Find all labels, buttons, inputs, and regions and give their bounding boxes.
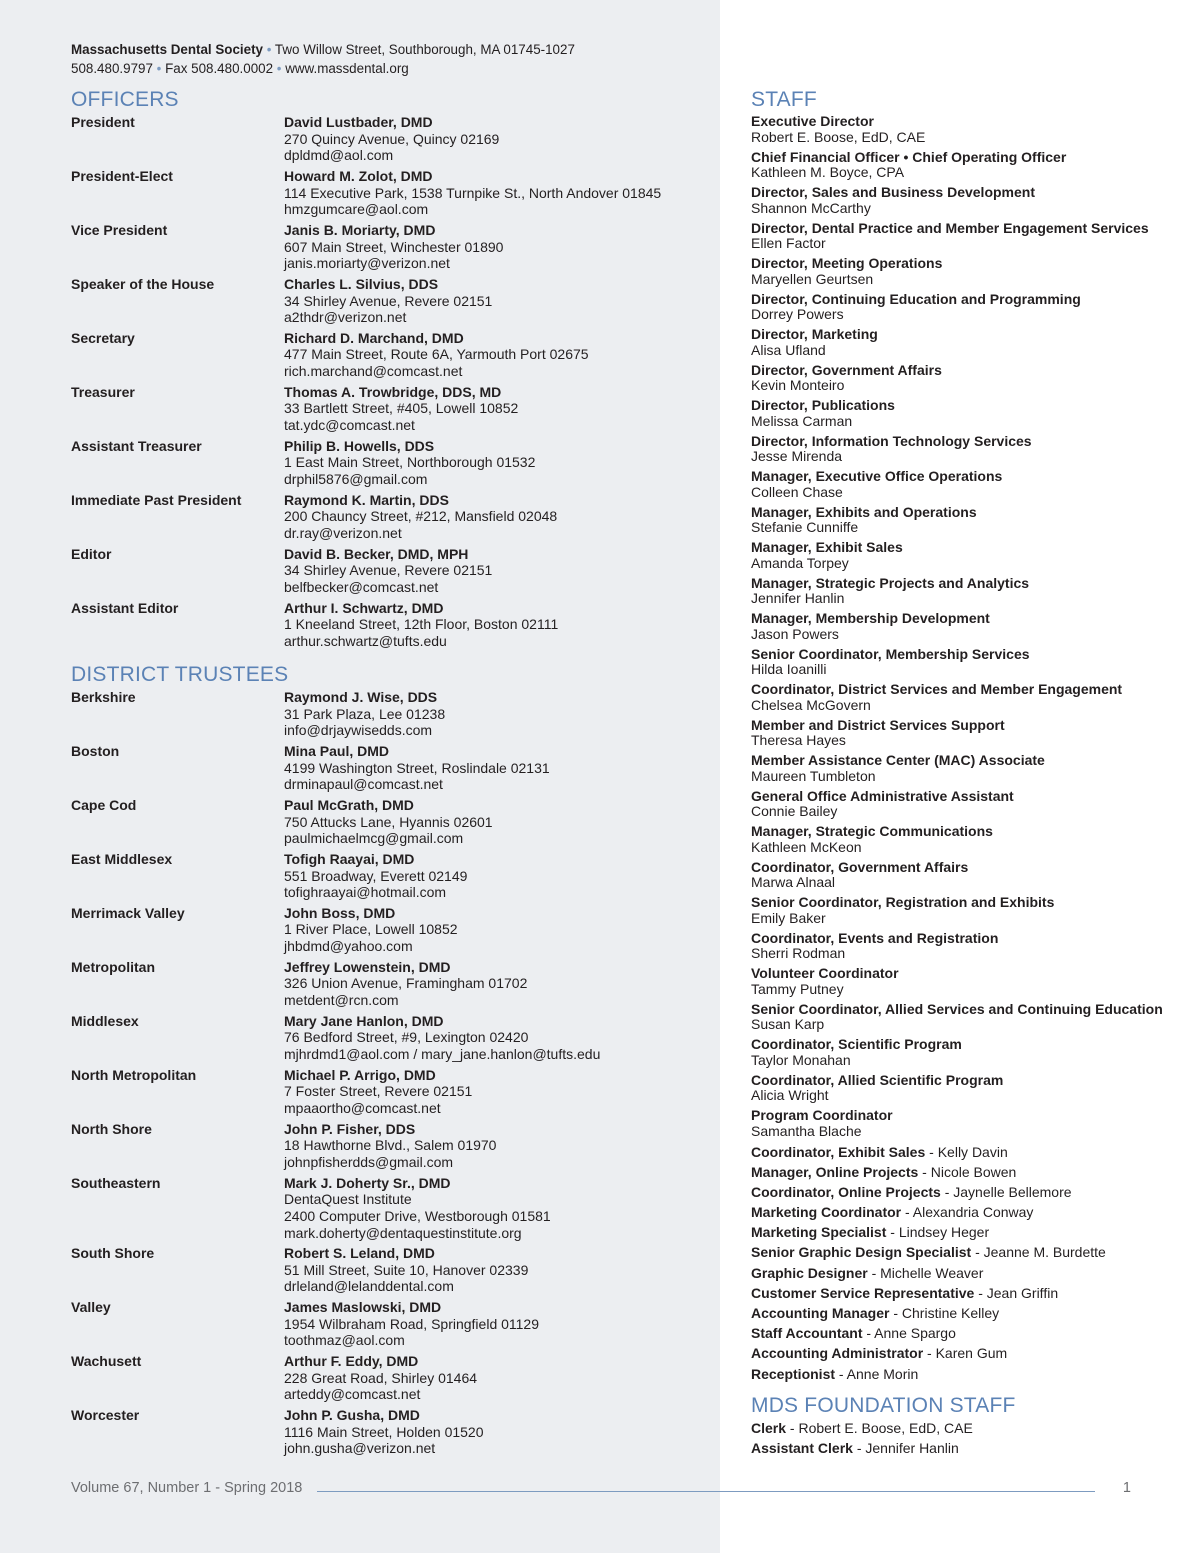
org-website: www.massdental.org [285, 61, 409, 76]
entry-role: Speaker of the House [71, 275, 215, 292]
directory-entry [71, 384, 711, 434]
staff-entry [751, 1108, 1181, 1139]
staff-name: Connie Bailey [751, 803, 838, 819]
entry-role: Treasurer [71, 383, 135, 400]
entry-detail-line: 1 East Main Street, Northborough 01532 [284, 454, 536, 471]
staff-name: - Jean Griffin [974, 1284, 1059, 1301]
foundation-name: - Robert E. Boose, EdD, CAE [786, 1420, 973, 1436]
entry-detail-line: 2400 Computer Drive, Westborough 01581 [284, 1207, 551, 1224]
staff-name: Kevin Monteiro [751, 377, 845, 393]
staff-entry-inline [751, 1345, 1181, 1362]
staff-entry [751, 682, 1181, 713]
page-footer [71, 1480, 1131, 1502]
entry-name: John Boss, DMD [284, 904, 396, 921]
directory-entry [71, 1299, 711, 1349]
staff-entry-inline [751, 1184, 1181, 1201]
directory-entry [71, 1121, 711, 1171]
officers-list [71, 114, 711, 654]
entry-name: Richard D. Marchand, DMD [284, 329, 464, 346]
staff-title: Marketing Coordinator [751, 1204, 902, 1221]
entry-person [284, 384, 711, 434]
entry-detail-line: arthur.schwartz@tufts.edu [284, 632, 447, 649]
entry-detail-line: metdent@rcn.com [284, 992, 399, 1009]
entry-person [284, 546, 711, 596]
staff-name: - Jeanne M. Burdette [971, 1244, 1106, 1261]
directory-entry [71, 1067, 711, 1117]
directory-entry [71, 797, 711, 847]
staff-name: - Lindsey Heger [886, 1224, 990, 1241]
entry-person [284, 438, 711, 488]
entry-role: Southeastern [71, 1174, 161, 1191]
staff-entry [751, 505, 1181, 536]
staff-entry-inline [751, 1244, 1181, 1261]
staff-title: Volunteer Coordinator [751, 965, 899, 981]
staff-entry [751, 931, 1181, 962]
directory-entry [71, 114, 711, 164]
directory-entry [71, 959, 711, 1009]
staff-title: Customer Service Representative [751, 1284, 975, 1301]
entry-detail-line: jhbdmd@yahoo.com [284, 938, 413, 955]
entry-detail-line: info@drjaywisedds.com [284, 722, 433, 739]
staff-name: Taylor Monahan [751, 1051, 851, 1068]
staff-name: - Anne Morin [835, 1365, 919, 1382]
masthead-line-2 [71, 59, 711, 78]
entry-detail-line: 51 Mill Street, Suite 10, Hanover 02339 [284, 1261, 529, 1278]
entry-person [284, 1067, 711, 1117]
staff-name: Kathleen McKeon [751, 838, 862, 855]
staff-title: Manager, Strategic Projects and Analytics [751, 574, 1030, 591]
entry-name: James Maslowski, DMD [284, 1299, 442, 1316]
org-fax: Fax 508.480.0002 [165, 61, 274, 76]
staff-name: Maureen Tumbleton [751, 767, 876, 784]
entry-person [284, 114, 711, 164]
staff-name: Marwa Alnaal [751, 874, 836, 890]
entry-person [284, 600, 711, 650]
staff-name: Dorrey Powers [751, 306, 844, 322]
entry-person [284, 1353, 711, 1403]
staff-entry [751, 860, 1181, 891]
staff-title: Manager, Membership Development [751, 610, 990, 626]
entry-role: Assistant Treasurer [71, 437, 202, 454]
entry-detail-line: 270 Quincy Avenue, Quincy 02169 [284, 130, 500, 147]
staff-entry [751, 966, 1181, 997]
staff-entry-inline [751, 1366, 1181, 1383]
staff-name: Maryellen Geurtsen [751, 270, 874, 287]
staff-name: Melissa Carman [751, 412, 853, 429]
entry-name: Jeffrey Lowenstein, DMD [284, 958, 451, 975]
directory-entry [71, 1407, 711, 1457]
staff-name: Susan Karp [751, 1016, 825, 1032]
staff-entry [751, 1002, 1181, 1033]
staff-name: Sherri Rodman [751, 945, 846, 961]
staff-name: Theresa Hayes [751, 732, 846, 748]
staff-title: Senior Coordinator, Membership Services [751, 645, 1030, 662]
staff-name: Alisa Ufland [751, 341, 826, 358]
staff-title: Coordinator, District Services and Member Engagement [751, 681, 1123, 697]
directory-entry [71, 1013, 711, 1063]
staff-name: Kathleen M. Boyce, CPA [751, 164, 905, 180]
staff-name: Jason Powers [751, 625, 839, 642]
footer-rule [317, 1491, 1095, 1492]
staff-title: Senior Coordinator, Allied Services and Continuing Education [751, 1000, 1163, 1017]
staff-entry [751, 469, 1181, 500]
staff-title: Accounting Administrator [751, 1345, 924, 1362]
entry-detail-line: 7 Foster Street, Revere 02151 [284, 1083, 473, 1100]
entry-name: Howard M. Zolot, DMD [284, 167, 433, 184]
staff-entry [751, 718, 1181, 749]
staff-name: Tammy Putney [751, 980, 844, 997]
directory-entry [71, 222, 711, 272]
entry-detail-line: 34 Shirley Avenue, Revere 02151 [284, 292, 493, 309]
org-name: Massachusetts Dental Society [71, 42, 264, 57]
directory-entry [71, 330, 711, 380]
staff-title: Coordinator, Allied Scientific Program [751, 1071, 1004, 1088]
staff-name: - Karen Gum [923, 1345, 1008, 1362]
entry-role: Secretary [71, 329, 135, 346]
entry-name: Mary Jane Hanlon, DMD [284, 1012, 444, 1029]
entry-detail-line: 114 Executive Park, 1538 Turnpike St., North Andover 01845 [284, 184, 662, 201]
entry-person [284, 222, 711, 272]
staff-name: - Anne Spargo [862, 1325, 956, 1342]
staff-name: Jennifer Hanlin [751, 590, 845, 606]
entry-name: Arthur F. Eddy, DMD [284, 1353, 419, 1370]
foundation-title: Clerk [751, 1420, 787, 1436]
staff-name: - Kelly Davin [925, 1143, 1008, 1160]
entry-detail-line: belfbecker@comcast.net [284, 578, 439, 595]
entry-person [284, 689, 711, 739]
staff-name: Amanda Torpey [751, 554, 849, 571]
staff-title: Manager, Executive Office Operations [751, 468, 1003, 484]
entry-person [284, 492, 711, 542]
staff-name: Colleen Chase [751, 483, 843, 500]
staff-heading: STAFF [751, 88, 817, 111]
entry-name: Paul McGrath, DMD [284, 796, 414, 813]
entry-person [284, 1299, 711, 1349]
entry-name: Philip B. Howells, DDS [284, 437, 435, 454]
staff-entry [751, 789, 1181, 820]
directory-entry [71, 546, 711, 596]
staff-title: General Office Administrative Assistant [751, 787, 1014, 804]
directory-entry [71, 905, 711, 955]
entry-name: Raymond J. Wise, DDS [284, 689, 438, 705]
entry-detail-line: mjhrdmd1@aol.com / mary_jane.hanlon@tufts.edu [284, 1046, 601, 1062]
entry-name: Thomas A. Trowbridge, DDS, MD [284, 383, 502, 400]
directory-entry [71, 168, 711, 218]
staff-name: Samantha Blache [751, 1122, 862, 1139]
staff-title: Manager, Online Projects [751, 1163, 919, 1180]
entry-role: Vice President [71, 221, 168, 238]
entry-detail-line: tofighraayai@hotmail.com [284, 884, 447, 901]
staff-entry-inline [751, 1144, 1181, 1161]
staff-entry [751, 895, 1181, 926]
staff-title: Manager, Strategic Communications [751, 823, 993, 839]
entry-detail-line: 607 Main Street, Winchester 01890 [284, 238, 504, 255]
foundation-title: Assistant Clerk [751, 1440, 853, 1457]
staff-entry [751, 150, 1181, 181]
entry-detail-line: 1116 Main Street, Holden 01520 [284, 1423, 484, 1440]
directory-entry [71, 851, 711, 901]
entry-name: Raymond K. Martin, DDS [284, 491, 449, 508]
entry-detail-line: drminapaul@comcast.net [284, 776, 443, 793]
staff-title: Member Assistance Center (MAC) Associate [751, 752, 1045, 768]
issue-label: Volume 67, Number 1 - Spring 2018 [71, 1480, 303, 1496]
entry-detail-line: 551 Broadway, Everett 02149 [284, 867, 468, 884]
staff-entry [751, 434, 1181, 465]
staff-entry [751, 611, 1181, 642]
foundation-heading: MDS FOUNDATION STAFF [751, 1394, 1016, 1417]
staff-entry-inline [751, 1305, 1181, 1322]
staff-entry [751, 647, 1181, 678]
staff-title: Chief Financial Officer • Chief Operating Officer [751, 148, 1067, 165]
entry-detail-line: 33 Bartlett Street, #405, Lowell 10852 [284, 400, 519, 417]
entry-detail-line: john.gusha@verizon.net [284, 1440, 436, 1457]
staff-title: Coordinator, Events and Registration [751, 929, 999, 946]
foundation-entry [751, 1420, 1181, 1437]
entry-person [284, 1121, 711, 1171]
staff-name: Alicia Wright [751, 1087, 829, 1103]
entry-person [284, 276, 711, 326]
staff-entry [751, 824, 1181, 855]
staff-title: Executive Director [751, 113, 874, 129]
entry-detail-line: a2thdr@verizon.net [284, 309, 407, 326]
entry-detail-line: drphil5876@gmail.com [284, 471, 428, 487]
staff-name: Robert E. Boose, EdD, CAE [751, 128, 926, 145]
staff-name: - Nicole Bowen [918, 1163, 1017, 1180]
entry-detail-line: 228 Great Road, Shirley 01464 [284, 1369, 478, 1386]
directory-entry [71, 689, 711, 739]
masthead-line-1 [71, 40, 711, 59]
staff-name: - Christine Kelley [889, 1305, 1000, 1321]
entry-role: Berkshire [71, 689, 136, 705]
staff-entry-inline [751, 1325, 1181, 1342]
entry-name: John P. Gusha, DMD [284, 1407, 420, 1424]
staff-name: Emily Baker [751, 909, 826, 926]
staff-title: Director, Continuing Education and Programming [751, 290, 1081, 307]
entry-role: North Shore [71, 1120, 152, 1137]
foundation-name: - Jennifer Hanlin [852, 1440, 959, 1457]
trustees-heading: DISTRICT TRUSTEES [71, 663, 289, 686]
entry-detail-line: tat.ydc@comcast.net [284, 417, 415, 434]
staff-title: Coordinator, Online Projects [751, 1183, 941, 1200]
staff-entry [751, 292, 1181, 323]
staff-entry [751, 185, 1181, 216]
staff-name: - Alexandria Conway [901, 1204, 1034, 1221]
entry-detail-line: dpldmd@aol.com [284, 147, 394, 164]
entry-role: Valley [71, 1299, 111, 1316]
directory-entry [71, 1353, 711, 1403]
staff-entry-inline [751, 1204, 1181, 1221]
staff-title: Receptionist [751, 1365, 836, 1382]
entry-detail-line: janis.moriarty@verizon.net [284, 255, 450, 272]
staff-name: Ellen Factor [751, 235, 826, 251]
entry-name: David Lustbader, DMD [284, 114, 433, 130]
entry-person [284, 1245, 711, 1295]
entry-role: Boston [71, 742, 120, 759]
staff-title: Manager, Exhibit Sales [751, 539, 903, 555]
entry-name: Michael P. Arrigo, DMD [284, 1066, 436, 1083]
staff-list [751, 114, 1181, 1386]
entry-detail-line: mark.doherty@dentaquestinstitute.org [284, 1224, 522, 1241]
staff-entry [751, 327, 1181, 358]
entry-person [284, 743, 711, 793]
trustees-list [71, 689, 711, 1461]
staff-title: Accounting Manager [751, 1305, 890, 1321]
staff-title: Member and District Services Support [751, 716, 1005, 733]
entry-name: Mina Paul, DMD [284, 742, 390, 759]
entry-name: Arthur I. Schwartz, DMD [284, 599, 444, 616]
entry-person [284, 851, 711, 901]
foundation-entry [751, 1440, 1181, 1457]
entry-detail-line: drleland@lelanddental.com [284, 1278, 454, 1295]
entry-role: North Metropolitan [71, 1066, 197, 1083]
entry-name: Robert S. Leland, DMD [284, 1245, 435, 1262]
masthead [71, 40, 711, 78]
entry-person [284, 797, 711, 847]
entry-detail-line: arteddy@comcast.net [284, 1386, 421, 1403]
org-address: Two Willow Street, Southborough, MA 01745-1027 [274, 42, 575, 57]
entry-name: Janis B. Moriarty, DMD [284, 221, 436, 238]
entry-person [284, 1407, 711, 1457]
staff-name: - Jaynelle Bellemore [940, 1183, 1072, 1200]
entry-role: Wachusett [71, 1353, 142, 1370]
foundation-staff-list [751, 1420, 1181, 1460]
staff-name: Chelsea McGovern [751, 696, 871, 713]
entry-role: Cape Cod [71, 796, 137, 813]
entry-name: David B. Becker, DMD, MPH [284, 545, 469, 562]
entry-person [284, 959, 711, 1009]
entry-detail-line: toothmaz@aol.com [284, 1332, 405, 1349]
entry-detail-line: johnpfisherdds@gmail.com [284, 1153, 454, 1170]
directory-entry [71, 1245, 711, 1295]
entry-role: Metropolitan [71, 958, 155, 975]
entry-role: Worcester [71, 1407, 140, 1424]
directory-entry [71, 600, 711, 650]
staff-title: Marketing Specialist [751, 1224, 887, 1241]
staff-entry [751, 221, 1181, 252]
entry-detail-line: 200 Chauncy Street, #212, Mansfield 02048 [284, 508, 558, 525]
entry-detail-line: DentaQuest Institute [284, 1191, 412, 1208]
entry-name: Mark J. Doherty Sr., DMD [284, 1174, 451, 1191]
staff-title: Director, Meeting Operations [751, 255, 943, 271]
staff-title: Senior Coordinator, Registration and Exhibits [751, 894, 1055, 910]
staff-name: Jesse Mirenda [751, 448, 843, 464]
directory-entry [71, 438, 711, 488]
entry-person [284, 1175, 711, 1241]
entry-detail-line: hmzgumcare@aol.com [284, 201, 429, 218]
separator-dot: • [266, 42, 275, 57]
staff-title: Coordinator, Scientific Program [751, 1036, 962, 1052]
staff-name: Stefanie Cunniffe [751, 519, 859, 535]
staff-name: Hilda Ioanilli [751, 661, 827, 677]
entry-role: Assistant Editor [71, 599, 179, 616]
entry-person [284, 905, 711, 955]
entry-detail-line: 750 Attucks Lane, Hyannis 02601 [284, 813, 493, 830]
entry-role: Merrimack Valley [71, 904, 185, 921]
entry-name: Tofigh Raayai, DMD [284, 850, 415, 867]
entry-detail-line: rich.marchand@comcast.net [284, 363, 463, 380]
separator-dot: • [276, 61, 286, 76]
entry-person [284, 330, 711, 380]
entry-role: Immediate Past President [71, 491, 242, 508]
entry-role: President [71, 114, 135, 130]
separator-dot: • [156, 61, 166, 76]
staff-title: Coordinator, Exhibit Sales [751, 1143, 926, 1160]
entry-name: John P. Fisher, DDS [284, 1120, 416, 1137]
entry-detail-line: 1 Kneeland Street, 12th Floor, Boston 02111 [284, 616, 559, 633]
entry-detail-line: 326 Union Avenue, Framingham 01702 [284, 975, 528, 992]
entry-detail-line: 76 Bedford Street, #9, Lexington 02420 [284, 1029, 529, 1046]
staff-title: Director, Publications [751, 397, 895, 413]
staff-entry-inline [751, 1164, 1181, 1181]
staff-title: Director, Government Affairs [751, 361, 942, 378]
staff-title: Manager, Exhibits and Operations [751, 503, 977, 520]
staff-name: Shannon McCarthy [751, 199, 871, 216]
staff-entry [751, 363, 1181, 394]
staff-entry [751, 256, 1181, 287]
staff-title: Director, Information Technology Services [751, 432, 1032, 449]
entry-detail-line: dr.ray@verizon.net [284, 524, 402, 541]
entry-detail-line: 34 Shirley Avenue, Revere 02151 [284, 562, 493, 579]
staff-entry-inline [751, 1285, 1181, 1302]
entry-person [284, 168, 711, 218]
page-number: 1 [1122, 1480, 1131, 1496]
entry-role: East Middlesex [71, 850, 173, 867]
entry-detail-line: 18 Hawthorne Blvd., Salem 01970 [284, 1137, 497, 1154]
entry-person [284, 1013, 711, 1063]
directory-entry [71, 743, 711, 793]
entry-detail-line: 477 Main Street, Route 6A, Yarmouth Port 02675 [284, 346, 589, 363]
staff-title: Director, Marketing [751, 326, 878, 342]
directory-entry [71, 1175, 711, 1241]
staff-title: Director, Dental Practice and Member Engagement Services [751, 219, 1149, 236]
staff-entry-inline [751, 1224, 1181, 1241]
staff-title: Director, Sales and Business Development [751, 184, 1035, 200]
entry-role: Middlesex [71, 1012, 139, 1029]
entry-role: President-Elect [71, 167, 173, 184]
staff-entry [751, 1073, 1181, 1104]
staff-entry [751, 398, 1181, 429]
staff-title: Coordinator, Government Affairs [751, 858, 969, 875]
entry-detail-line: 1 River Place, Lowell 10852 [284, 921, 458, 938]
entry-role: Editor [71, 545, 112, 562]
entry-name: Charles L. Silvius, DDS [284, 275, 439, 292]
staff-title: Program Coordinator [751, 1107, 893, 1123]
staff-entry [751, 1037, 1181, 1068]
staff-entry [751, 114, 1181, 145]
entry-role: South Shore [71, 1245, 155, 1262]
staff-entry-inline [751, 1265, 1181, 1282]
staff-entry [751, 540, 1181, 571]
entry-detail-line: paulmichaelmcg@gmail.com [284, 830, 464, 847]
entry-detail-line: mpaaortho@comcast.net [284, 1099, 441, 1116]
staff-title: Graphic Designer [751, 1264, 868, 1281]
officers-heading: OFFICERS [71, 88, 179, 111]
org-phone: 508.480.9797 [71, 61, 153, 76]
directory-entry [71, 492, 711, 542]
staff-name: - Michelle Weaver [867, 1264, 984, 1281]
entry-detail-line: 4199 Washington Street, Roslindale 02131 [284, 759, 550, 776]
staff-title: Staff Accountant [751, 1325, 863, 1342]
entry-detail-line: 31 Park Plaza, Lee 01238 [284, 705, 446, 722]
staff-entry [751, 753, 1181, 784]
staff-entry [751, 576, 1181, 607]
directory-entry [71, 276, 711, 326]
entry-detail-line: 1954 Wilbraham Road, Springfield 01129 [284, 1315, 540, 1332]
staff-title: Senior Graphic Design Specialist [751, 1244, 972, 1261]
